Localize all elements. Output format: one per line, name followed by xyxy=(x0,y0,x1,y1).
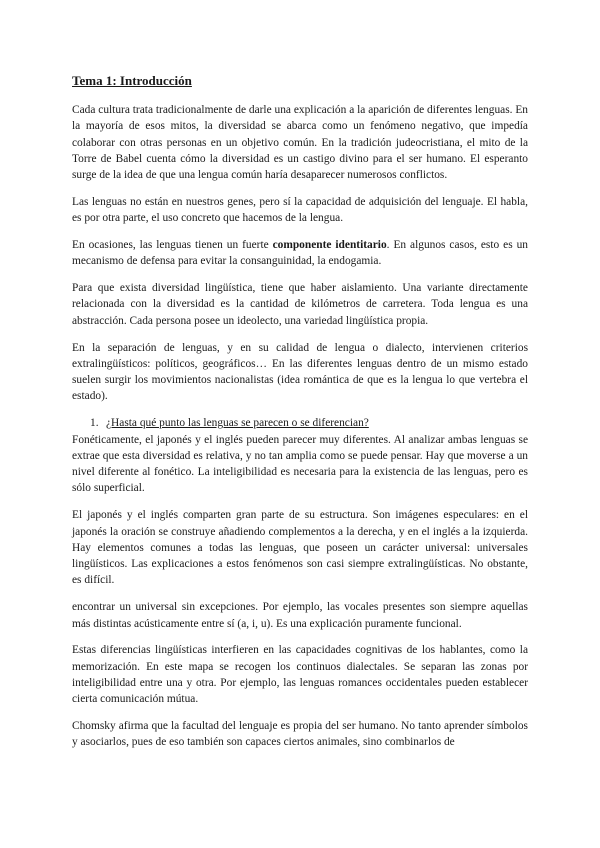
paragraph-7: El japonés y el inglés comparten gran parte de su estructura. Son imágenes especulares: en el japonés la oración se construye añadiendo complementos a la derecha, y en el inglés a la izquierda. Hay elementos comunes a todas las lenguas, que poseen un carácter universal: universales lingüísticos. Las explicaciones a estos fenómenos son casi siempre extralingüísticas. No obstante, es difícil. xyxy=(72,509,528,587)
list-item-number: 1. xyxy=(90,417,99,430)
paragraph-3 xyxy=(72,237,528,270)
list-item-heading: ¿Hasta qué punto las lenguas se parecen o se diferencian? xyxy=(106,417,369,430)
paragraph-2: Las lenguas no están en nuestros genes, pero sí la capacidad de adquisición del lenguaje. El habla, es por otra parte, el uso concreto que hacemos de la lengua. xyxy=(72,195,528,225)
page-title: Tema 1: Introducción xyxy=(72,73,192,88)
paragraph-3-before: En ocasiones, las lenguas tienen un fuerte xyxy=(72,239,273,252)
paragraph-1: Cada cultura trata tradicionalmente de darle una explicación a la aparición de diferentes lenguas. En la mayoría de esos mitos, la diversidad se abarca como un fenómeno negativo, que impedía colaborar con otras personas en un objetivo común. En la tradición judeocristiana, el mito de la Torre de Babel cuenta cómo la diversidad es un castigo divino para el ser humano. El esperanto surge de la idea de que una lengua común haría desaparecer numerosos conflictos. xyxy=(72,104,528,182)
paragraph-4: Para que exista diversidad lingüística, tiene que haber aislamiento. Una variante directamente relacionada con la diversidad es la cantidad de kilómetros de carretera. Toda lengua es una abstracción. Cada persona posee un ideolecto, una variedad lingüística propia. xyxy=(72,282,528,327)
list-item xyxy=(72,415,528,431)
document-body xyxy=(72,66,528,761)
paragraph-10: Chomsky afirma que la facultad del lenguaje es propia del ser humano. No tanto aprender símbolos y asociarlos, pues de eso también son capaces ciertos animales, sino combinarlos de xyxy=(72,720,528,749)
paragraph-3-bold: componente identitario xyxy=(272,239,387,252)
paragraph-3-after: . En algunos casos, esto es un mecanismo de defensa para evitar la consanguinidad, la endogamia. xyxy=(72,239,528,268)
paragraph-5: En la separación de lenguas, y en su calidad de lengua o dialecto, intervienen criterios extralingüísticos: políticos, geográficos… En las diferentes lenguas dentro de un mismo estado suelen surgir los movimientos nacionalistas (idea romántica de que es la lengua lo que vertebra el estado). xyxy=(72,341,528,403)
paragraph-9: Estas diferencias lingüísticas interfieren en las capacidades cognitivas de los hablantes, como la memorización. En este mapa se recogen los continuos dialectales. Se separan las zonas por inteligibilidad entre una y otra. Por ejemplo, las lenguas romances occidentales pueden establecer cierta comunicación mútua. xyxy=(72,644,528,706)
paragraph-8: encontrar un universal sin excepciones. Por ejemplo, las vocales presentes son siempre aquellas más distintas acústicamente entre sí (a, i, u). Es una explicación puramente funcional. xyxy=(72,601,528,630)
paragraph-6: Fonéticamente, el japonés y el inglés pueden parecer muy diferentes. Al analizar ambas lenguas se extrae que esta diversidad es relativa, y no tan amplia como se puede pensar. Hay que moverse a un nivel diferente al fonético. La inteligibilidad es necesaria para la existencia de las lenguas, pero es sólo superficial. xyxy=(72,433,528,495)
